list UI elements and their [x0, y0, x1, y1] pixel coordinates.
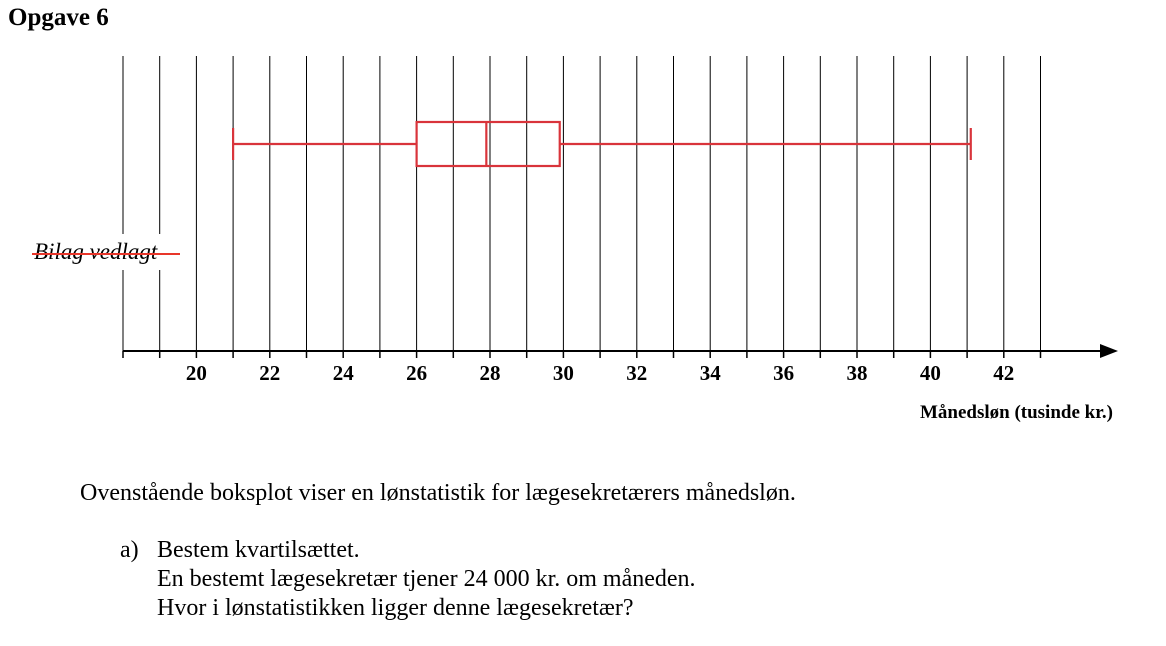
- question-line: En bestemt lægesekretær tjener 24 000 kr. om måneden.: [157, 566, 696, 592]
- intro-text: Ovenstående boksplot viser en lønstatistik for lægesekretærers månedsløn.: [80, 480, 796, 506]
- x-tick-label: 38: [846, 361, 868, 385]
- annotation-text: Bilag vedlagt: [34, 239, 158, 264]
- x-tick-label: 28: [479, 361, 501, 385]
- x-ticks: [123, 351, 1041, 358]
- iqr-box: [417, 122, 560, 166]
- x-tick-label: 26: [406, 361, 428, 385]
- x-axis-title: Månedsløn (tusinde kr.): [919, 402, 1113, 423]
- x-tick-label: 32: [626, 361, 648, 385]
- x-tick-label: 22: [259, 361, 281, 385]
- page-title: Opgave 6: [8, 4, 109, 31]
- grid-lines: [123, 56, 1041, 351]
- x-tick-labels: [186, 361, 1014, 385]
- x-axis: [123, 344, 1118, 358]
- x-tick-label: 36: [773, 361, 795, 385]
- boxplot: [233, 122, 971, 166]
- question-line: Hvor i lønstatistikken ligger denne lægesekretær?: [157, 595, 634, 621]
- x-tick-label: 20: [185, 361, 207, 385]
- x-tick-label: 24: [332, 361, 354, 385]
- question-label: a): [120, 537, 139, 563]
- x-tick-label: 42: [993, 361, 1015, 385]
- x-tick-label: 40: [919, 361, 941, 385]
- axis-arrowhead: [1100, 344, 1118, 358]
- x-tick-label: 30: [552, 361, 574, 385]
- question-body: [157, 536, 696, 623]
- question-line: Bestem kvartilsættet.: [157, 537, 360, 563]
- x-tick-label: 34: [699, 361, 721, 385]
